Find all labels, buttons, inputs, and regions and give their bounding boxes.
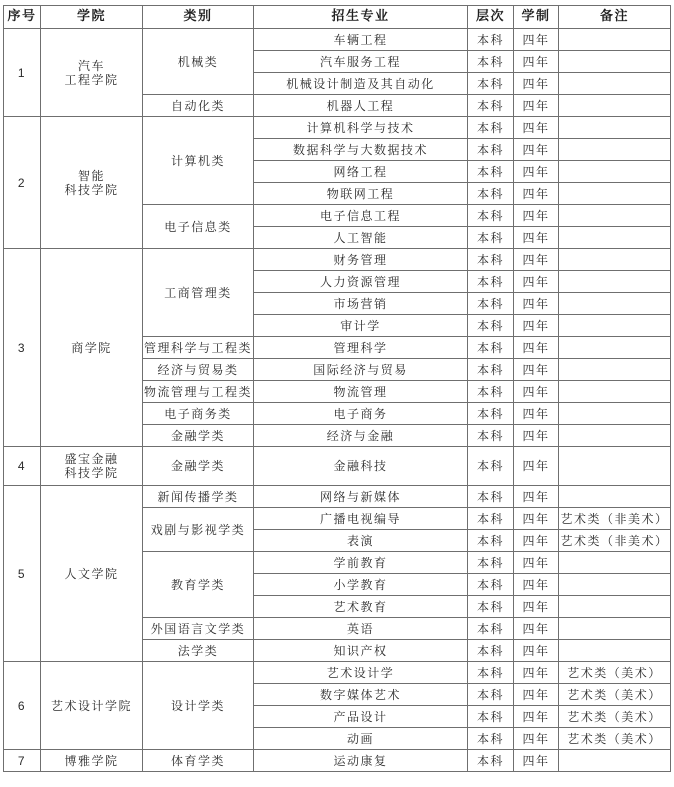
category-cell: 经济与贸易类 — [143, 359, 254, 381]
note-cell: 艺术类（美术） — [559, 662, 671, 684]
duration-cell: 四年 — [514, 337, 559, 359]
note-cell: 艺术类（美术） — [559, 706, 671, 728]
note-cell — [559, 73, 671, 95]
college-name-line1: 盛宝金融 — [64, 452, 119, 466]
major-cell: 物流管理 — [254, 381, 468, 403]
category-cell: 金融学类 — [143, 425, 254, 447]
seq-cell: 3 — [4, 249, 41, 447]
duration-cell: 四年 — [514, 183, 559, 205]
duration-cell: 四年 — [514, 596, 559, 618]
note-cell — [559, 117, 671, 139]
note-cell — [559, 29, 671, 51]
category-cell: 体育学类 — [143, 750, 254, 772]
major-cell: 艺术教育 — [254, 596, 468, 618]
college-cell — [41, 486, 143, 662]
note-cell: 艺术类（美术） — [559, 684, 671, 706]
note-cell — [559, 183, 671, 205]
seq-cell: 5 — [4, 486, 41, 662]
major-cell: 计算机科学与技术 — [254, 117, 468, 139]
major-cell: 数字媒体艺术 — [254, 684, 468, 706]
level-cell: 本科 — [468, 249, 514, 271]
category-cell: 新闻传播学类 — [143, 486, 254, 508]
duration-cell: 四年 — [514, 425, 559, 447]
duration-cell: 四年 — [514, 574, 559, 596]
level-cell: 本科 — [468, 750, 514, 772]
header-duration: 学制 — [514, 6, 559, 29]
table-row — [4, 662, 671, 684]
major-cell: 小学教育 — [254, 574, 468, 596]
header-major: 招生专业 — [254, 6, 468, 29]
duration-cell: 四年 — [514, 728, 559, 750]
level-cell: 本科 — [468, 706, 514, 728]
college-cell — [41, 249, 143, 447]
duration-cell: 四年 — [514, 227, 559, 249]
note-cell — [559, 315, 671, 337]
note-cell: 艺术类（非美术） — [559, 530, 671, 552]
level-cell: 本科 — [468, 508, 514, 530]
major-cell: 广播电视编导 — [254, 508, 468, 530]
college-name-line1: 博雅学院 — [64, 753, 119, 768]
duration-cell: 四年 — [514, 684, 559, 706]
category-cell: 机械类 — [143, 29, 254, 95]
note-cell — [559, 95, 671, 117]
level-cell: 本科 — [468, 73, 514, 95]
duration-cell: 四年 — [514, 315, 559, 337]
major-cell: 经济与金融 — [254, 425, 468, 447]
major-cell: 人工智能 — [254, 227, 468, 249]
college-name-line2: 工程学院 — [64, 72, 119, 87]
note-cell — [559, 552, 671, 574]
college-name-line1: 人文学院 — [64, 566, 119, 581]
level-cell: 本科 — [468, 574, 514, 596]
duration-cell: 四年 — [514, 73, 559, 95]
table-row — [4, 486, 671, 508]
seq-cell: 1 — [4, 29, 41, 117]
college-cell — [41, 29, 143, 117]
major-cell: 市场营销 — [254, 293, 468, 315]
category-cell: 电子商务类 — [143, 403, 254, 425]
category-cell: 工商管理类 — [143, 249, 254, 337]
college-cell — [41, 750, 143, 772]
level-cell: 本科 — [468, 596, 514, 618]
level-cell: 本科 — [468, 640, 514, 662]
header-category: 类别 — [143, 6, 254, 29]
note-cell — [559, 293, 671, 315]
major-cell: 数据科学与大数据技术 — [254, 139, 468, 161]
category-cell: 管理科学与工程类 — [143, 337, 254, 359]
major-cell: 机器人工程 — [254, 95, 468, 117]
major-cell: 网络与新媒体 — [254, 486, 468, 508]
duration-cell: 四年 — [514, 486, 559, 508]
note-cell — [559, 618, 671, 640]
table-row — [4, 29, 671, 51]
major-cell: 人力资源管理 — [254, 271, 468, 293]
note-cell — [559, 750, 671, 772]
duration-cell: 四年 — [514, 51, 559, 73]
major-cell: 国际经济与贸易 — [254, 359, 468, 381]
major-cell: 动画 — [254, 728, 468, 750]
table-row — [4, 447, 671, 486]
duration-cell: 四年 — [514, 271, 559, 293]
table-row — [4, 750, 671, 772]
note-cell: 艺术类（美术） — [559, 728, 671, 750]
note-cell: 艺术类（非美术） — [559, 508, 671, 530]
duration-cell: 四年 — [514, 161, 559, 183]
level-cell: 本科 — [468, 29, 514, 51]
duration-cell: 四年 — [514, 293, 559, 315]
note-cell — [559, 640, 671, 662]
header-level: 层次 — [468, 6, 514, 29]
level-cell: 本科 — [468, 662, 514, 684]
major-cell: 管理科学 — [254, 337, 468, 359]
category-cell: 外国语言文学类 — [143, 618, 254, 640]
note-cell — [559, 486, 671, 508]
major-cell: 物联网工程 — [254, 183, 468, 205]
note-cell — [559, 51, 671, 73]
level-cell: 本科 — [468, 205, 514, 227]
category-cell: 设计学类 — [143, 662, 254, 750]
major-cell: 电子信息工程 — [254, 205, 468, 227]
major-cell: 产品设计 — [254, 706, 468, 728]
level-cell: 本科 — [468, 337, 514, 359]
level-cell: 本科 — [468, 315, 514, 337]
level-cell: 本科 — [468, 227, 514, 249]
major-cell: 艺术设计学 — [254, 662, 468, 684]
note-cell — [559, 403, 671, 425]
duration-cell: 四年 — [514, 403, 559, 425]
note-cell — [559, 249, 671, 271]
note-cell — [559, 596, 671, 618]
level-cell: 本科 — [468, 271, 514, 293]
level-cell: 本科 — [468, 552, 514, 574]
duration-cell: 四年 — [514, 249, 559, 271]
note-cell — [559, 161, 671, 183]
college-name-line2: 科技学院 — [64, 182, 119, 197]
note-cell — [559, 139, 671, 161]
level-cell: 本科 — [468, 486, 514, 508]
level-cell: 本科 — [468, 51, 514, 73]
category-cell: 戏剧与影视学类 — [143, 508, 254, 552]
major-cell: 审计学 — [254, 315, 468, 337]
category-cell: 电子信息类 — [143, 205, 254, 249]
major-cell: 表演 — [254, 530, 468, 552]
category-cell: 自动化类 — [143, 95, 254, 117]
duration-cell: 四年 — [514, 359, 559, 381]
college-name-line1: 汽车 — [77, 58, 105, 73]
level-cell: 本科 — [468, 530, 514, 552]
duration-cell: 四年 — [514, 117, 559, 139]
level-cell: 本科 — [468, 95, 514, 117]
duration-cell: 四年 — [514, 447, 559, 486]
major-cell: 机械设计制造及其自动化 — [254, 73, 468, 95]
major-cell: 车辆工程 — [254, 29, 468, 51]
note-cell — [559, 337, 671, 359]
college-cell — [41, 662, 143, 750]
duration-cell: 四年 — [514, 508, 559, 530]
header-college: 学院 — [41, 6, 143, 29]
duration-cell: 四年 — [514, 750, 559, 772]
major-cell: 网络工程 — [254, 161, 468, 183]
level-cell: 本科 — [468, 139, 514, 161]
level-cell: 本科 — [468, 381, 514, 403]
level-cell: 本科 — [468, 117, 514, 139]
header-row — [4, 6, 671, 29]
header-seq: 序号 — [4, 6, 41, 29]
note-cell — [559, 574, 671, 596]
level-cell: 本科 — [468, 183, 514, 205]
seq-cell: 6 — [4, 662, 41, 750]
note-cell — [559, 381, 671, 403]
major-cell: 运动康复 — [254, 750, 468, 772]
duration-cell: 四年 — [514, 662, 559, 684]
note-cell — [559, 205, 671, 227]
major-cell: 英语 — [254, 618, 468, 640]
note-cell — [559, 271, 671, 293]
college-name-line1: 商学院 — [71, 340, 112, 355]
duration-cell: 四年 — [514, 381, 559, 403]
duration-cell: 四年 — [514, 618, 559, 640]
major-cell: 知识产权 — [254, 640, 468, 662]
major-cell: 汽车服务工程 — [254, 51, 468, 73]
level-cell: 本科 — [468, 293, 514, 315]
seq-cell: 7 — [4, 750, 41, 772]
category-cell: 计算机类 — [143, 117, 254, 205]
table-row — [4, 117, 671, 139]
category-cell: 法学类 — [143, 640, 254, 662]
college-name-line1: 智能 — [77, 168, 105, 183]
duration-cell: 四年 — [514, 706, 559, 728]
college-name-line2: 科技学院 — [64, 466, 119, 480]
major-cell: 电子商务 — [254, 403, 468, 425]
note-cell — [559, 227, 671, 249]
note-cell — [559, 447, 671, 486]
note-cell — [559, 425, 671, 447]
duration-cell: 四年 — [514, 139, 559, 161]
duration-cell: 四年 — [514, 95, 559, 117]
level-cell: 本科 — [468, 359, 514, 381]
level-cell: 本科 — [468, 161, 514, 183]
college-cell — [41, 447, 143, 486]
level-cell: 本科 — [468, 425, 514, 447]
seq-cell: 4 — [4, 447, 41, 486]
duration-cell: 四年 — [514, 640, 559, 662]
level-cell: 本科 — [468, 447, 514, 486]
category-cell: 教育学类 — [143, 552, 254, 618]
college-name-line1: 艺术设计学院 — [50, 698, 132, 713]
admissions-majors-table — [3, 5, 671, 772]
major-cell: 金融科技 — [254, 447, 468, 486]
level-cell: 本科 — [468, 403, 514, 425]
category-cell: 金融学类 — [143, 447, 254, 486]
college-cell — [41, 117, 143, 249]
level-cell: 本科 — [468, 728, 514, 750]
duration-cell: 四年 — [514, 530, 559, 552]
level-cell: 本科 — [468, 618, 514, 640]
table-row — [4, 249, 671, 271]
note-cell — [559, 359, 671, 381]
level-cell: 本科 — [468, 684, 514, 706]
major-cell: 财务管理 — [254, 249, 468, 271]
duration-cell: 四年 — [514, 552, 559, 574]
duration-cell: 四年 — [514, 205, 559, 227]
category-cell: 物流管理与工程类 — [143, 381, 254, 403]
major-cell: 学前教育 — [254, 552, 468, 574]
duration-cell: 四年 — [514, 29, 559, 51]
header-note: 备注 — [559, 6, 671, 29]
seq-cell: 2 — [4, 117, 41, 249]
